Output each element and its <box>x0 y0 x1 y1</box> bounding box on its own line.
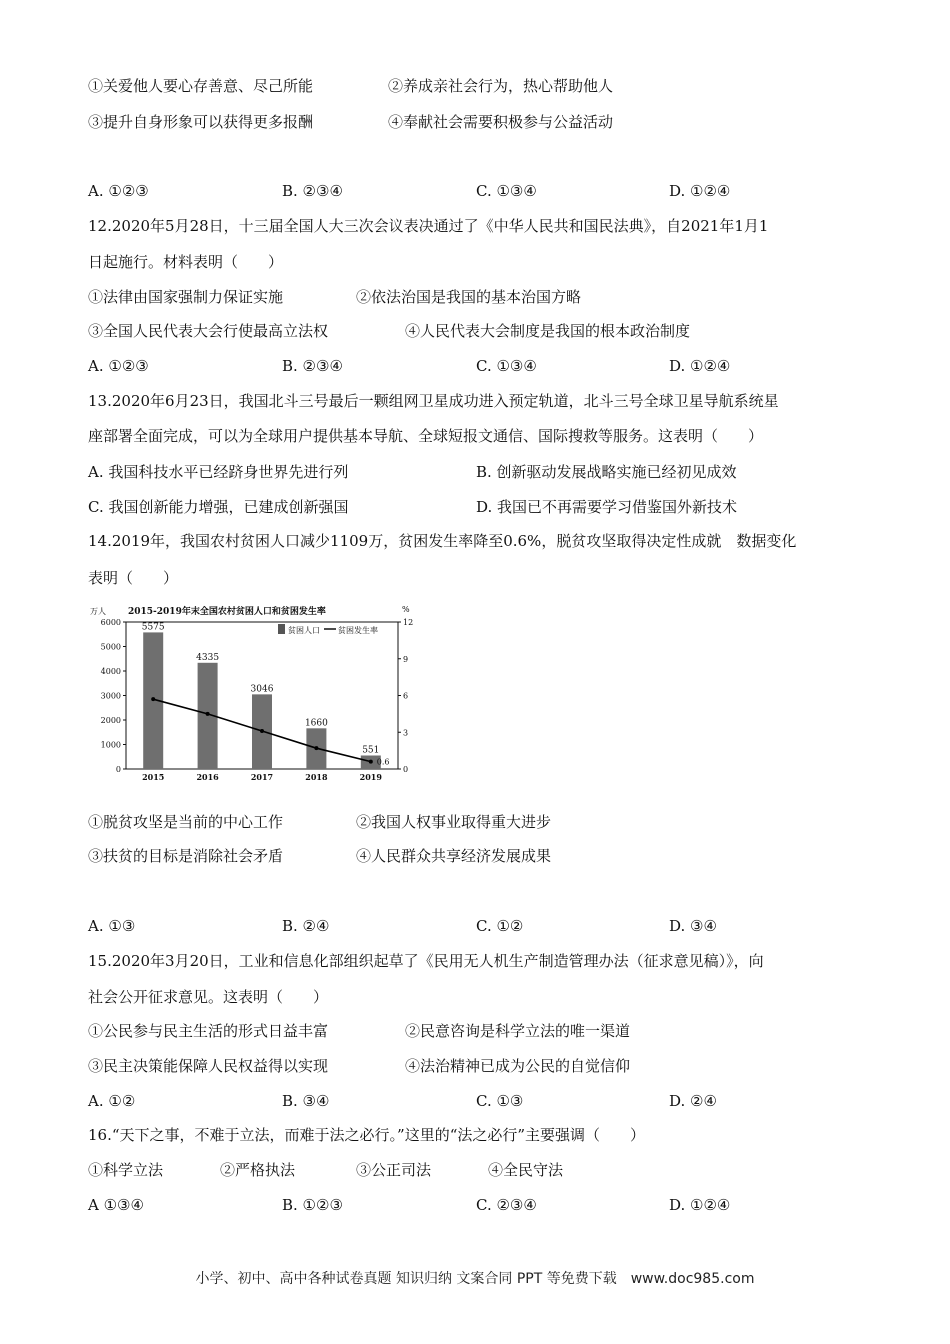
q15-statement-4: ④法治精神已成为公民的自觉信仰 <box>405 1057 631 1075</box>
q16-option-c[interactable]: C. ②③④ <box>476 1196 537 1214</box>
q12-stem-line1: 12.2020年5月28日，十三届全国人大三次会议表决通过了《中华人民共和国民法典》，自2021年1月1 <box>88 217 769 235</box>
right-tick-label: 6 <box>403 691 409 701</box>
left-tick-label: 0 <box>115 765 121 774</box>
q15-option-d[interactable]: D. ②④ <box>669 1092 717 1110</box>
q13-option-d[interactable]: D. 我国已不再需要学习借鉴国外新技术 <box>476 498 738 516</box>
bar-value-label: 5575 <box>141 622 165 633</box>
q13-option-c[interactable]: C. 我国创新能力增强，已建成创新强国 <box>88 498 349 516</box>
q12-option-b[interactable]: B. ②③④ <box>282 357 343 375</box>
rate-point <box>260 729 264 733</box>
q15-stem-line1: 15.2020年3月20日，工业和信息化部组织起草了《民用无人机生产制造管理办法（征求意见稿）》，向 <box>88 952 764 970</box>
q13-stem-line1: 13.2020年6月23日，我国北斗三号最后一颗组网卫星成功进入预定轨道，北斗三号全球卫星导航系统星 <box>88 392 779 410</box>
category-label: 2015 <box>142 772 165 782</box>
q12-option-a[interactable]: A. ①②③ <box>88 357 149 375</box>
left-tick-label: 5000 <box>100 642 121 652</box>
bar-value-label: 1660 <box>304 718 328 729</box>
q16-stem: 16.“天下之事，不难于立法，而难于法之必行。”这里的“法之必行”主要强调（ ） <box>88 1126 646 1144</box>
q13-stem-line2: 座部署全面完成，可以为全球用户提供基本导航、全球短报文通信、国际搜救等服务。这表明（ ） <box>88 427 764 445</box>
page-footer: 小学、初中、高中各种试卷真题 知识归纳 文案合同 PPT 等免费下载 www.doc985.com <box>195 1271 755 1287</box>
q14-option-b[interactable]: B. ②④ <box>282 917 330 935</box>
left-tick-label: 3000 <box>100 691 121 701</box>
q14-statement-4: ④人民群众共享经济发展成果 <box>356 847 552 865</box>
bar-value-label: 551 <box>362 745 380 756</box>
q15-statement-3: ③民主决策能保障人民权益得以实现 <box>88 1057 329 1075</box>
statement-4: ④奉献社会需要积极参与公益活动 <box>388 113 614 131</box>
q16-option-a[interactable]: A ①③④ <box>88 1196 144 1214</box>
q14-option-a[interactable]: A. ①③ <box>88 917 136 935</box>
q15-option-c[interactable]: C. ①③ <box>476 1092 524 1110</box>
left-tick-label: 6000 <box>100 618 121 627</box>
q14-statement-1: ①脱贫攻坚是当前的中心工作 <box>88 813 284 831</box>
rate-point <box>369 760 373 764</box>
left-tick-label: 1000 <box>100 740 121 750</box>
q15-option-b[interactable]: B. ③④ <box>282 1092 330 1110</box>
q16-statement-4: ④全民守法 <box>488 1161 564 1179</box>
q14-option-c[interactable]: C. ①② <box>476 917 524 935</box>
q12-option-d[interactable]: D. ①②④ <box>669 357 731 375</box>
left-tick-label: 2000 <box>100 716 121 725</box>
bar-value-label: 3046 <box>250 684 274 695</box>
q14-stem-line1: 14.2019年，我国农村贫困人口减少1109万，贫困发生率降至0.6%，脱贫攻坚取得决定性成就 数据变化 <box>88 532 797 550</box>
rate-point <box>314 746 318 750</box>
q16-statement-2: ②严格执法 <box>220 1161 296 1179</box>
q13-option-b[interactable]: B. 创新驱动发展战略实施已经初见成效 <box>476 463 737 481</box>
q16-option-b[interactable]: B. ①②③ <box>282 1196 343 1214</box>
poverty-chart <box>88 602 418 782</box>
q12-statement-2: ②依法治国是我国的基本治国方略 <box>356 288 582 306</box>
category-label: 2018 <box>305 772 328 782</box>
q12-statement-1: ①法律由国家强制力保证实施 <box>88 288 284 306</box>
q14-statement-2: ②我国人权事业取得重大进步 <box>356 813 552 831</box>
q13-option-a[interactable]: A. 我国科技水平已经跻身世界先进行列 <box>88 463 349 481</box>
q16-statement-3: ③公正司法 <box>356 1161 432 1179</box>
legend-bar-label: 贫困人口 <box>288 626 320 635</box>
q14-statement-3: ③扶贫的目标是消除社会矛盾 <box>88 847 284 865</box>
right-tick-label: 9 <box>403 654 409 664</box>
right-tick-label: 3 <box>403 728 409 738</box>
right-axis-unit: % <box>402 605 410 614</box>
q12-stem-line2: 日起施行。材料表明（ ） <box>88 253 284 271</box>
q16-statement-1: ①科学立法 <box>88 1161 164 1179</box>
q14-stem-line2: 表明（ ） <box>88 569 179 587</box>
right-tick-label: 12 <box>403 618 414 627</box>
rate-point <box>206 712 210 716</box>
statement-1: ①关爱他人要心存善意、尽己所能 <box>88 77 314 95</box>
chart-title: 2015-2019年末全国农村贫困人口和贫困发生率 <box>128 607 326 617</box>
rate-point <box>151 697 155 701</box>
legend-bar-swatch <box>278 624 285 634</box>
rate-last-label: 0.6 <box>376 757 390 767</box>
category-label: 2016 <box>196 772 219 782</box>
right-tick-label: 0 <box>403 765 409 774</box>
q12-statement-3: ③全国人民代表大会行使最高立法权 <box>88 322 329 340</box>
q15-statement-1: ①公民参与民主生活的形式日益丰富 <box>88 1022 329 1040</box>
poverty-chart-svg <box>88 602 418 782</box>
q12-statement-4: ④人民代表大会制度是我国的根本政治制度 <box>405 322 691 340</box>
q15-option-a[interactable]: A. ①② <box>88 1092 136 1110</box>
q12-option-c[interactable]: C. ①③④ <box>476 357 537 375</box>
category-label: 2019 <box>359 772 382 782</box>
left-tick-label: 4000 <box>100 667 121 676</box>
legend-line-label: 贫困发生率 <box>338 626 378 635</box>
q14-option-d[interactable]: D. ③④ <box>669 917 717 935</box>
statement-2: ②养成亲社会行为，热心帮助他人 <box>388 77 614 95</box>
option-c[interactable]: C. ①③④ <box>476 182 537 200</box>
bar-value-label: 4335 <box>196 652 220 663</box>
left-axis-unit: 万人 <box>90 607 106 616</box>
q15-stem-line2: 社会公开征求意见。这表明（ ） <box>88 988 329 1006</box>
q16-option-d[interactable]: D. ①②④ <box>669 1196 731 1214</box>
q15-statement-2: ②民意咨询是科学立法的唯一渠道 <box>405 1022 631 1040</box>
option-d[interactable]: D. ①②④ <box>669 182 731 200</box>
option-a[interactable]: A. ①②③ <box>88 182 149 200</box>
statement-3: ③提升自身形象可以获得更多报酬 <box>88 113 314 131</box>
option-b[interactable]: B. ②③④ <box>282 182 343 200</box>
category-label: 2017 <box>250 772 274 782</box>
